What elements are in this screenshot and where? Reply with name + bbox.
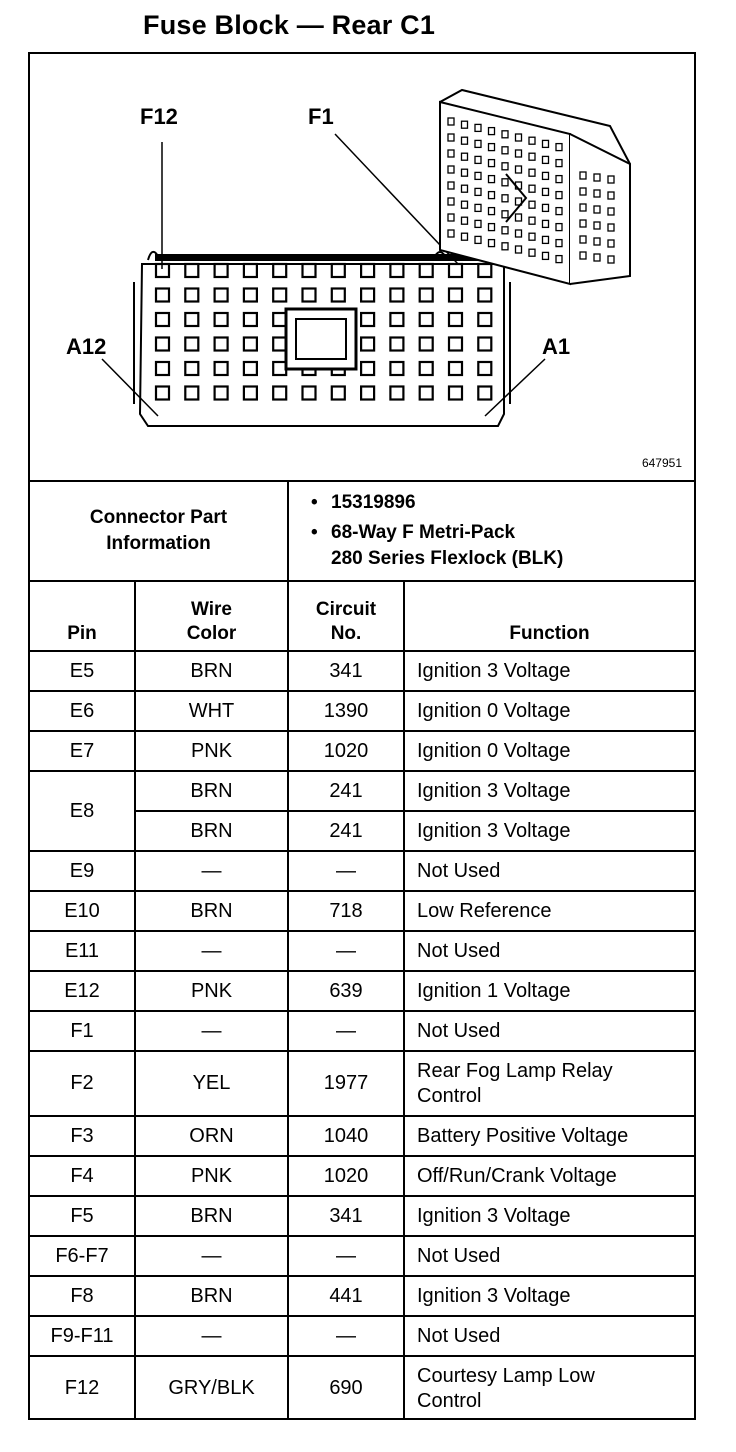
cell-function: Low Reference — [404, 891, 694, 931]
cell-pin: F2 — [30, 1051, 135, 1116]
table-row — [30, 851, 694, 891]
cell-function: Ignition 1 Voltage — [404, 971, 694, 1011]
cell-pin: E12 — [30, 971, 135, 1011]
cell-wire-color: ORN — [135, 1116, 288, 1156]
table-row — [30, 1011, 694, 1051]
cell-pin: F4 — [30, 1156, 135, 1196]
cell-wire-color: BRN — [135, 811, 288, 851]
table-row — [30, 891, 694, 931]
cell-pin: F9-F11 — [30, 1316, 135, 1356]
table-row — [30, 1051, 694, 1116]
cell-wire-color: BRN — [135, 891, 288, 931]
cell-pin: F1 — [30, 1011, 135, 1051]
cell-pin: E8 — [30, 771, 135, 851]
cell-function: Ignition 3 Voltage — [404, 1196, 694, 1236]
header-function: Function — [404, 581, 694, 651]
cell-pin: F6-F7 — [30, 1236, 135, 1276]
cell-function: Ignition 3 Voltage — [404, 771, 694, 811]
label-a12: A12 — [66, 334, 107, 359]
table-header-row — [30, 581, 694, 651]
table-row — [30, 1316, 694, 1356]
cell-wire-color: BRN — [135, 1196, 288, 1236]
table-row — [30, 971, 694, 1011]
cell-circuit: 1020 — [288, 1156, 404, 1196]
cell-circuit: 1020 — [288, 731, 404, 771]
cell-circuit: 341 — [288, 651, 404, 691]
connector-sheet — [28, 52, 696, 1420]
cell-wire-color: — — [135, 1316, 288, 1356]
cell-function: Ignition 0 Voltage — [404, 691, 694, 731]
cell-pin: E7 — [30, 731, 135, 771]
cell-circuit: 718 — [288, 891, 404, 931]
connector-description-line2: 280 Series Flexlock (BLK) — [331, 548, 564, 569]
cell-circuit: 639 — [288, 971, 404, 1011]
cell-function: Battery Positive Voltage — [404, 1116, 694, 1156]
cell-circuit: 1390 — [288, 691, 404, 731]
table-row — [30, 1156, 694, 1196]
cell-function: Ignition 3 Voltage — [404, 811, 694, 851]
label-f1: F1 — [308, 104, 334, 129]
cell-wire-color: PNK — [135, 1156, 288, 1196]
label-a1: A1 — [542, 334, 571, 359]
pinout-table — [30, 480, 694, 1420]
cell-circuit: 341 — [288, 1196, 404, 1236]
label-f12: F12 — [140, 104, 178, 129]
cell-pin: E5 — [30, 651, 135, 691]
cell-function: Courtesy Lamp Low Control — [404, 1356, 694, 1420]
table-row — [30, 1236, 694, 1276]
table-row — [30, 731, 694, 771]
cell-function: Not Used — [404, 1316, 694, 1356]
cell-pin: E11 — [30, 931, 135, 971]
cell-circuit: 441 — [288, 1276, 404, 1316]
cell-wire-color: — — [135, 1236, 288, 1276]
table-row — [30, 1116, 694, 1156]
cell-circuit: 241 — [288, 811, 404, 851]
cell-circuit: — — [288, 931, 404, 971]
table-row — [30, 691, 694, 731]
cell-function: Ignition 0 Voltage — [404, 731, 694, 771]
cell-function: Not Used — [404, 931, 694, 971]
cell-pin: E10 — [30, 891, 135, 931]
cell-circuit: — — [288, 1316, 404, 1356]
cell-wire-color: YEL — [135, 1051, 288, 1116]
cell-function: Rear Fog Lamp Relay Control — [404, 1051, 694, 1116]
cell-circuit: 690 — [288, 1356, 404, 1420]
cell-wire-color: — — [135, 931, 288, 971]
cell-wire-color: BRN — [135, 651, 288, 691]
cell-function: Ignition 3 Voltage — [404, 1276, 694, 1316]
cell-function: Not Used — [404, 851, 694, 891]
cell-function: Not Used — [404, 1236, 694, 1276]
cell-wire-color: PNK — [135, 731, 288, 771]
cell-circuit: — — [288, 1011, 404, 1051]
connector-info-values — [288, 481, 694, 581]
cell-function: Off/Run/Crank Voltage — [404, 1156, 694, 1196]
cell-wire-color: BRN — [135, 771, 288, 811]
header-circuit-no: Circuit No. — [288, 581, 404, 651]
cell-wire-color: BRN — [135, 1276, 288, 1316]
header-wire-color: Wire Color — [135, 581, 288, 651]
cell-wire-color: WHT — [135, 691, 288, 731]
cell-pin: F3 — [30, 1116, 135, 1156]
cell-wire-color: — — [135, 851, 288, 891]
cell-pin: E6 — [30, 691, 135, 731]
cell-wire-color: GRY/BLK — [135, 1356, 288, 1420]
connector-info-label: Connector Part Information — [30, 481, 288, 581]
table-row — [30, 931, 694, 971]
cell-pin: F5 — [30, 1196, 135, 1236]
table-row — [30, 771, 694, 811]
header-pin: Pin — [30, 581, 135, 651]
cell-circuit: — — [288, 1236, 404, 1276]
cell-pin: F12 — [30, 1356, 135, 1420]
table-row — [30, 1356, 694, 1420]
table-row — [30, 1276, 694, 1316]
connector-diagram — [30, 54, 694, 482]
table-row — [30, 1196, 694, 1236]
cell-pin: E9 — [30, 851, 135, 891]
cell-wire-color: — — [135, 1011, 288, 1051]
cell-function: Not Used — [404, 1011, 694, 1051]
connector-face-drawing — [30, 54, 694, 480]
cell-circuit: 1977 — [288, 1051, 404, 1116]
connector-description-line1: • 68-Way F Metri-Pack — [331, 520, 694, 546]
cell-function: Ignition 3 Voltage — [404, 651, 694, 691]
cell-circuit: 241 — [288, 771, 404, 811]
table-row — [30, 651, 694, 691]
cell-wire-color: PNK — [135, 971, 288, 1011]
connector-info-row — [30, 481, 694, 581]
cell-circuit: — — [288, 851, 404, 891]
part-number: • 15319896 — [331, 490, 694, 516]
figure-id: 647951 — [641, 456, 682, 470]
cell-pin: F8 — [30, 1276, 135, 1316]
cell-circuit: 1040 — [288, 1116, 404, 1156]
page-title: Fuse Block — Rear C1 — [143, 10, 436, 40]
